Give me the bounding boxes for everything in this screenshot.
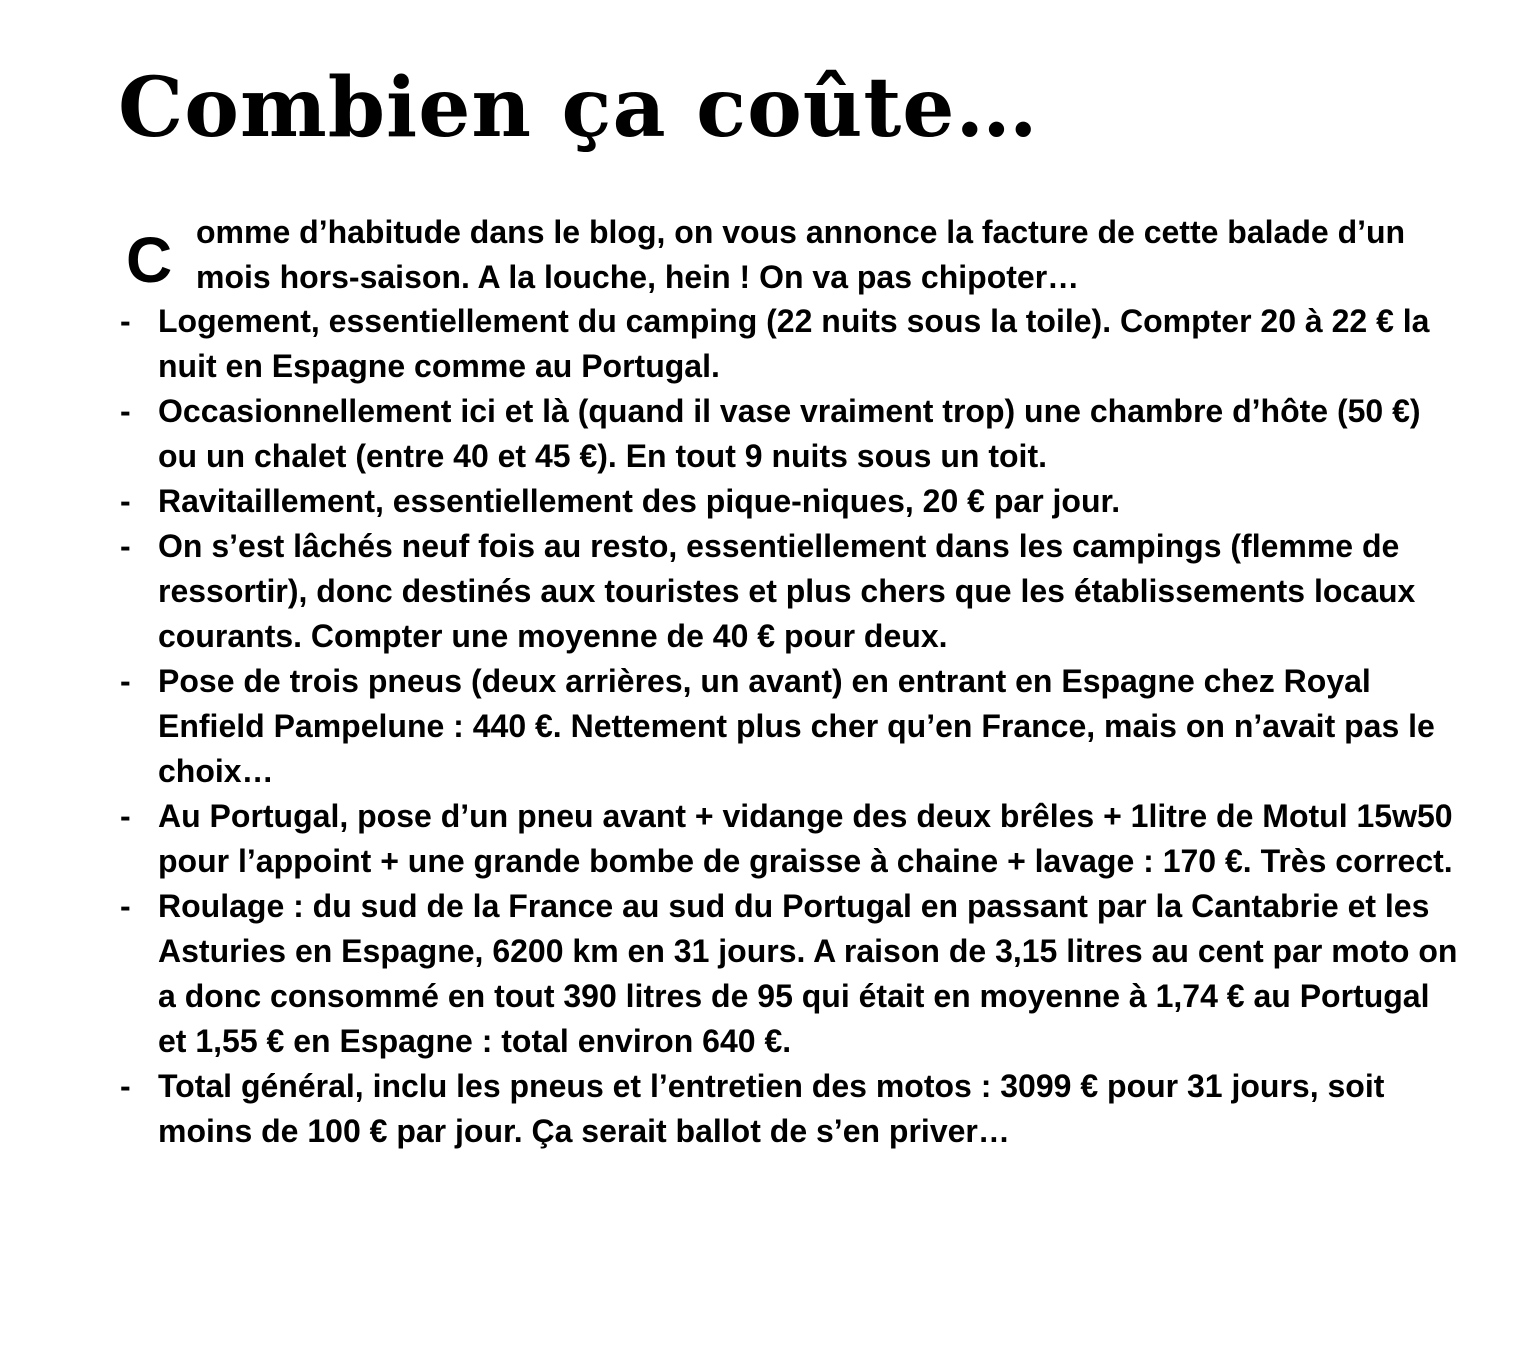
list-item-text: Total général, inclu les pneus et l’entretien des motos : 3099 € pour 31 jours, soit moins de 100 € par jour. Ça serait ballot de s’en priver… [158,1068,1385,1149]
list-item-text: Logement, essentiellement du camping (22 nuits sous la toile). Compter 20 à 22 € la nuit en Espagne comme au Portugal. [158,303,1430,384]
bullet-dash: - [120,303,131,339]
list-item-text: Ravitaillement, essentiellement des pique-niques, 20 € par jour. [158,483,1121,519]
list-item [118,884,1458,1064]
bullet-dash: - [120,798,131,834]
intro-paragraph [118,210,1458,302]
drop-cap: C [126,224,173,296]
list-item [118,389,1458,479]
list-item [118,659,1458,794]
bullet-dash: - [120,393,131,429]
bullet-dash: - [120,1068,131,1104]
bullet-dash: - [120,528,131,564]
bullet-dash: - [120,483,131,519]
bullet-dash: - [120,663,131,699]
list-item-text: Occasionnellement ici et là (quand il vase vraiment trop) une chambre d’hôte (50 €) ou un chalet (entre 40 et 45 €). En tout 9 nuits sous un toit. [158,393,1421,474]
list-item-text: Au Portugal, pose d’un pneu avant + vidange des deux brêles + 1litre de Motul 15w50 pour l’appoint + une grande bombe de graisse à chaine + lavage : 170 €. Très correct. [158,798,1453,879]
list-item-text: On s’est lâchés neuf fois au resto, essentiellement dans les campings (flemme de ressortir), donc destinés aux touristes et plus chers que les établissements locaux courants. Compter une moyenne de 40 € pour deux. [158,528,1416,654]
list-item [118,794,1458,884]
list-item [118,299,1458,389]
page-title: Combien ça coûte… [118,60,1039,156]
intro-text: omme d’habitude dans le blog, on vous annonce la facture de cette balade d’un mois hors-saison. A la louche, hein ! On va pas chipoter… [196,214,1406,295]
list-item-text: Roulage : du sud de la France au sud du Portugal en passant par la Cantabrie et les Asturies en Espagne, 6200 km en 31 jours. A raison de 3,15 litres au cent par moto on a donc consommé en tout 390 litres de 95 qui était en moyenne à 1,74 € au Portugal et 1,55 € en Espagne : total environ 640 €. [158,888,1458,1059]
list-item [118,524,1458,659]
list-item [118,479,1458,524]
list-item [118,1064,1458,1154]
bullet-dash: - [120,888,131,924]
cost-list [118,299,1458,1154]
list-item-text: Pose de trois pneus (deux arrières, un avant) en entrant en Espagne chez Royal Enfield Pampelune : 440 €. Nettement plus cher qu’en France, mais on n’avait pas le choix… [158,663,1435,789]
